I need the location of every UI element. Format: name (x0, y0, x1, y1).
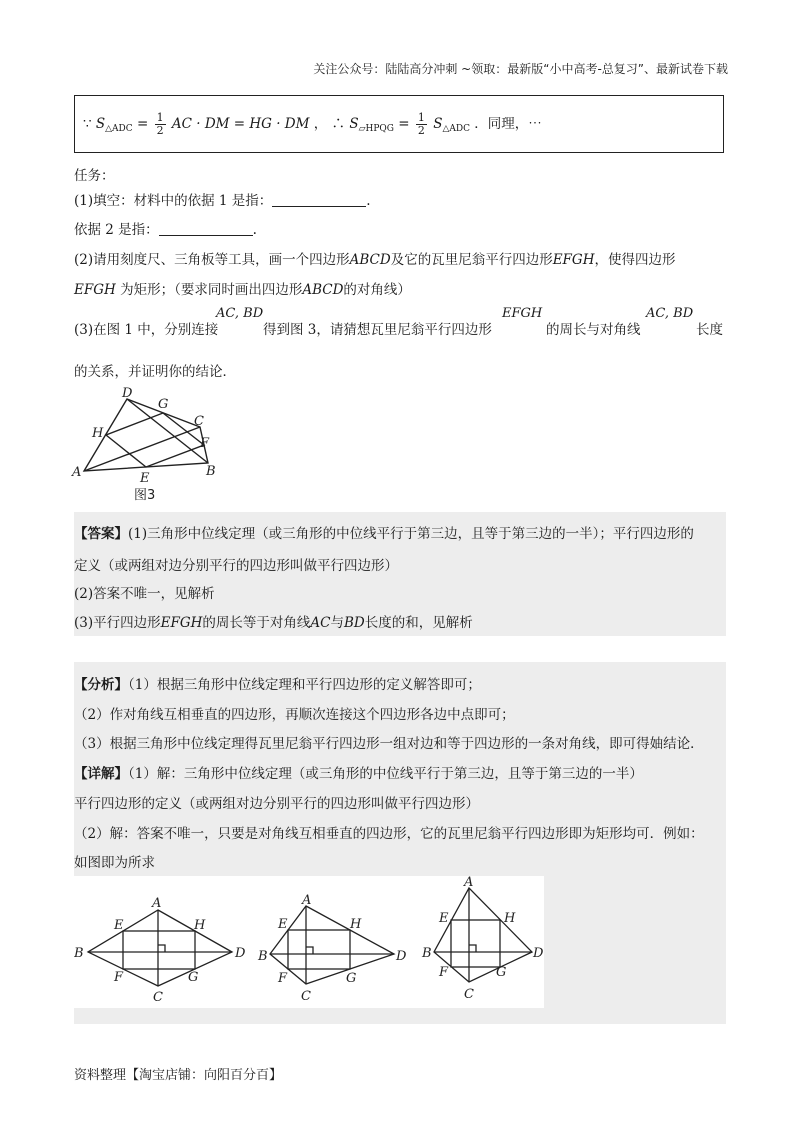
task-1b-text: 依据 2 是指： (74, 222, 159, 238)
answer-3-a: (3)平行四边形 (74, 615, 161, 631)
fig2-label-b: B (258, 949, 268, 964)
equals-sign: = (136, 116, 153, 132)
expression-1: AC · DM = HG · DM (171, 116, 310, 132)
equals-sign-2: = (398, 116, 414, 132)
analysis-tag: 【分析】 (74, 677, 128, 693)
detail-line3: （2）解：答案不唯一，只要是对角线互相垂直的四边形，它的瓦里尼翁平行四边形即为矩形均可．例如： (74, 826, 704, 842)
because-symbol: ∵ (83, 116, 92, 132)
detail-text-1: （1）解：三角形中位线定理（或三角形的中位线平行于第三边，且等于第三边的一半） (128, 766, 643, 782)
fig1-label-g: G (188, 970, 199, 985)
page-header: 关注公众号：陆陆高分冲刺 ~领取：最新版“小中高考-总复习”、最新试卷下载 (313, 62, 728, 76)
task-3-text-d-wrap (696, 318, 723, 338)
denominator-2: 2 (417, 124, 425, 137)
answer-3-d: 长度的和，见解析 (364, 615, 473, 631)
fraction-half (155, 112, 166, 137)
area-symbol: S (95, 116, 106, 132)
answer-1-text: (1)三角形中位线定理（或三角形的中位线平行于第三边，且等于第三边的一半）；平行四边形的 (128, 526, 694, 542)
figure-3-caption: 图3 (134, 488, 156, 503)
label-c: C (194, 414, 204, 429)
task-1a (74, 189, 371, 209)
fig3-label-d: D (533, 946, 544, 961)
period-2: . (252, 222, 257, 238)
period: . (366, 193, 371, 209)
example-figure-1 (74, 896, 246, 1005)
task-3-text-c-wrap (546, 318, 641, 338)
analysis-line3: （3）根据三角形中位线定理得瓦里尼翁平行四边形一组对边和等于四边形的一条对角线，即可得妯结论． (74, 736, 704, 752)
task-2-text-c: ，使得四边形 (594, 252, 676, 268)
fig1-label-a: A (152, 896, 162, 911)
fig3-label-c: C (464, 987, 474, 1002)
answer-tag: 【答案】 (74, 526, 128, 542)
task-title: 任务： (74, 168, 115, 184)
answer-3 (74, 611, 473, 631)
task-3-text-b: 得到图 3，请猜想瓦里尼翁平行四边形 (263, 322, 492, 338)
figure-3 (70, 383, 230, 511)
area-subscript-3: △ADC (442, 124, 470, 134)
example-figure-2 (257, 893, 407, 1004)
fig1-label-b: B (74, 946, 84, 961)
task-3-text-d: 长度 (696, 322, 723, 338)
quad-abcd-2: ABCD (302, 282, 344, 298)
diagonals-label-1: AC, BD (216, 306, 264, 321)
numerator-2: 1 (417, 111, 425, 124)
answer-1-line2: 定义（或两组对边分别平行的四边形叫做平行四边形） (74, 558, 398, 574)
answer-3-bd: BD (344, 615, 365, 631)
fig1-label-c: C (153, 990, 163, 1005)
quad-efgh-3: EFGH (502, 306, 543, 321)
answer-3-c: 与 (330, 615, 344, 631)
task-3-text-b-wrap (263, 318, 492, 338)
quad-abcd: ABCD (349, 252, 391, 268)
fig2-label-a: A (302, 893, 312, 908)
task-2-line1 (74, 248, 675, 268)
material-tail: ．同理，⋯ (474, 116, 542, 132)
fig2-label-e: E (278, 917, 288, 932)
analysis-text-1: （1）根据三角形中位线定理和平行四边形的定义解答即可； (128, 677, 481, 693)
example-figures (74, 876, 544, 1008)
page-footer: 资料整理【淘宝店铺：向阳百分百】 (74, 1068, 283, 1083)
label-g: G (158, 397, 169, 412)
label-e: E (140, 471, 150, 486)
fig2-label-d: D (396, 949, 407, 964)
fig2-label-f: F (278, 971, 288, 986)
task-2-text-e: 的对角线） (343, 282, 411, 298)
label-d: D (122, 386, 133, 401)
example-figure-3 (421, 876, 544, 1002)
fig1-label-h: H (194, 918, 206, 933)
task-2-line2 (74, 278, 411, 298)
analysis-line1 (74, 673, 481, 693)
quad-efgh: EFGH (552, 252, 595, 268)
comma: ， (313, 116, 328, 132)
area-subscript: △ADC (105, 124, 133, 134)
therefore-symbol: ∴ (331, 116, 346, 132)
label-b: B (206, 464, 216, 479)
fraction-half-2 (416, 112, 427, 137)
numerator: 1 (156, 111, 164, 124)
blank-1 (272, 192, 366, 207)
answer-3-b: 的周长等于对角线 (202, 615, 311, 631)
task-3-line1 (74, 318, 218, 338)
label-a: A (72, 465, 82, 480)
answer-3-ac: AC (310, 615, 331, 631)
answer-2: (2)答案不唯一，见解析 (74, 586, 215, 602)
task-1b (74, 218, 257, 238)
fig3-label-e: E (439, 911, 449, 926)
quad-efgh-2: EFGH (74, 282, 116, 298)
area-subscript-2: ▱HPQG (358, 124, 394, 134)
fig3-label-f: F (439, 965, 449, 980)
material-box (74, 95, 724, 153)
task-3-text-c: 的周长与对角线 (546, 322, 641, 338)
task-3-line2: 的关系，并证明你的结论． (74, 364, 236, 380)
task-2-text-b: 及它的瓦里尼翁平行四边形 (390, 252, 553, 268)
detail-line4: 如图即为所求 (74, 855, 155, 871)
task-3-text-a: (3)在图 1 中，分别连接 (74, 322, 219, 338)
area-symbol-3: S (433, 116, 443, 132)
task-2-text-d: 为矩形；（要求同时画出四边形 (115, 282, 303, 298)
label-f: F (200, 436, 210, 451)
fig2-label-c: C (301, 989, 311, 1004)
detail-line1 (74, 762, 643, 782)
blank-2 (159, 221, 253, 236)
fig3-label-h: H (504, 911, 516, 926)
label-h: H (92, 426, 104, 441)
fig1-label-d: D (235, 946, 246, 961)
fig3-label-a: A (464, 876, 474, 890)
area-symbol-2: S (349, 116, 359, 132)
answer-1-line1 (74, 522, 694, 542)
task-1a-text: (1)填空：材料中的依据 1 是指： (74, 193, 273, 209)
task-2-text-a: (2)请用刻度尺、三角板等工具，画一个四边形 (74, 252, 350, 268)
fig3-label-b: B (422, 946, 432, 961)
denominator: 2 (156, 124, 164, 137)
fig1-label-e: E (114, 918, 124, 933)
fig1-label-f: F (114, 970, 124, 985)
detail-tag: 【详解】 (74, 766, 128, 782)
fig2-label-g: G (346, 971, 357, 986)
fig2-label-h: H (350, 917, 362, 932)
detail-line2: 平行四边形的定义（或两组对边分别平行的四边形叫做平行四边形） (74, 796, 479, 812)
material-formula (83, 112, 542, 137)
diagonals-label-2: AC, BD (646, 306, 694, 321)
analysis-line2: （2）作对角线互相垂直的四边形，再顺次连接这个四边形各边中点即可； (74, 707, 515, 723)
answer-3-efgh: EFGH (160, 615, 203, 631)
fig3-label-g: G (496, 965, 507, 980)
